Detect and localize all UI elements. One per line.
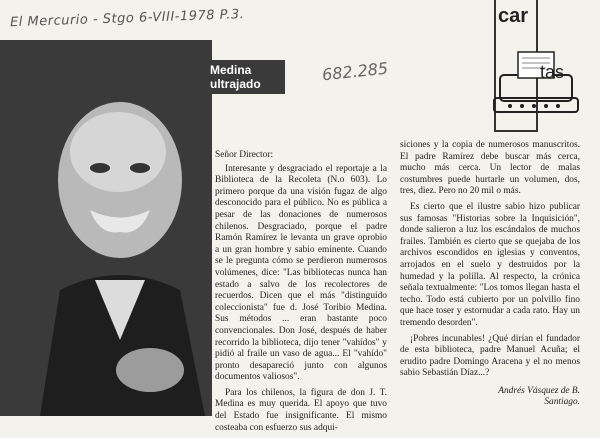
letter-paragraph: Para los chilenos, la figura de don J. T. Medina es muy querida. El apoyo que tuvo del Estado fue insignificante. El mismo costeaba con esfuerzo sus adqui- [215,387,387,433]
letter-signature-city: Santiago. [544,397,580,408]
letter-column-2 [400,140,580,409]
letter-signature-name: Andrés Vásquez de B. [498,385,580,396]
letter-paragraph: Interesante y desgraciado el reportaje a la Biblioteca de la Recoleta (N.o 603). Lo primero porque da una visión fugaz de algo desconocido para el público. No es pública a pesar de las donaciones de numerosos chilenos. Desgraciado, porque el padre Ramón Ramírez le levanta un grave oprobio a un gran hombre y sabio eminente. Cuando se le pregunta cómo se perdieron numerosos volúmenes, dice: "Las bibliotecas nunca han estado a salvo de los recolectores de recuerdos. Dicen que el más "distinguido coleccionista" fue d. José Toribio Medina. Sus métodos ... eran bastante poco convencionales. Don José, después de haber recorrido la biblioteca, dijo tener "vahídos" y pidió al fraile un vaso de agua... El "vahído" pronto desapareció junto con algunos documentos valiosos". [215,163,387,383]
letter-paragraph: ¡Pobres incunables! ¿Qué dirían el fundador de esta biblioteca, padre Manuel Acuña; el erudito padre Domingo Aracena y el no menos sabio Sebastián Díaz...? [400,333,580,379]
letter-paragraph: siciones y la copia de numerosos manuscritos. El padre Ramírez debe buscar más cerca, mucho más cerca. Un lector de malas costumbres puede hurtarle un volumen, dos, tres, diez. Pero no 20 mil o más. [400,140,580,197]
handwritten-source-annotation: El Mercurio - Stgo 6-VIII-1978 P.3. [9,7,245,31]
letter-greeting: Señor Director: [215,150,274,160]
letter-column-1 [215,150,387,438]
cartas-label-top: car [498,5,529,27]
section-overline-headline: Medina ultrajado [205,60,285,94]
cartas-label-bottom: tas [540,62,565,82]
letter-paragraph: Es cierto que el ilustre sabio hizo publicar sus famosas "Historias sobre la Inquisición", donde salieron a luz los escándalos de muchos frailes. También es cierto que se quejaba de los archivos escondidos en iglesias y conventos, arrojados en el suelo y destruidos por la humedad y la polilla. Al respecto, la crónica señala textualmente: "Los tomos llegan hasta el techo. Todo está cubierto por un polvillo fino que hace toser y estornudar a cada rato. Hay un tremendo desorden". [400,201,580,328]
portrait-photo [0,40,212,416]
handwritten-reference-number: 682.285 [321,58,389,85]
